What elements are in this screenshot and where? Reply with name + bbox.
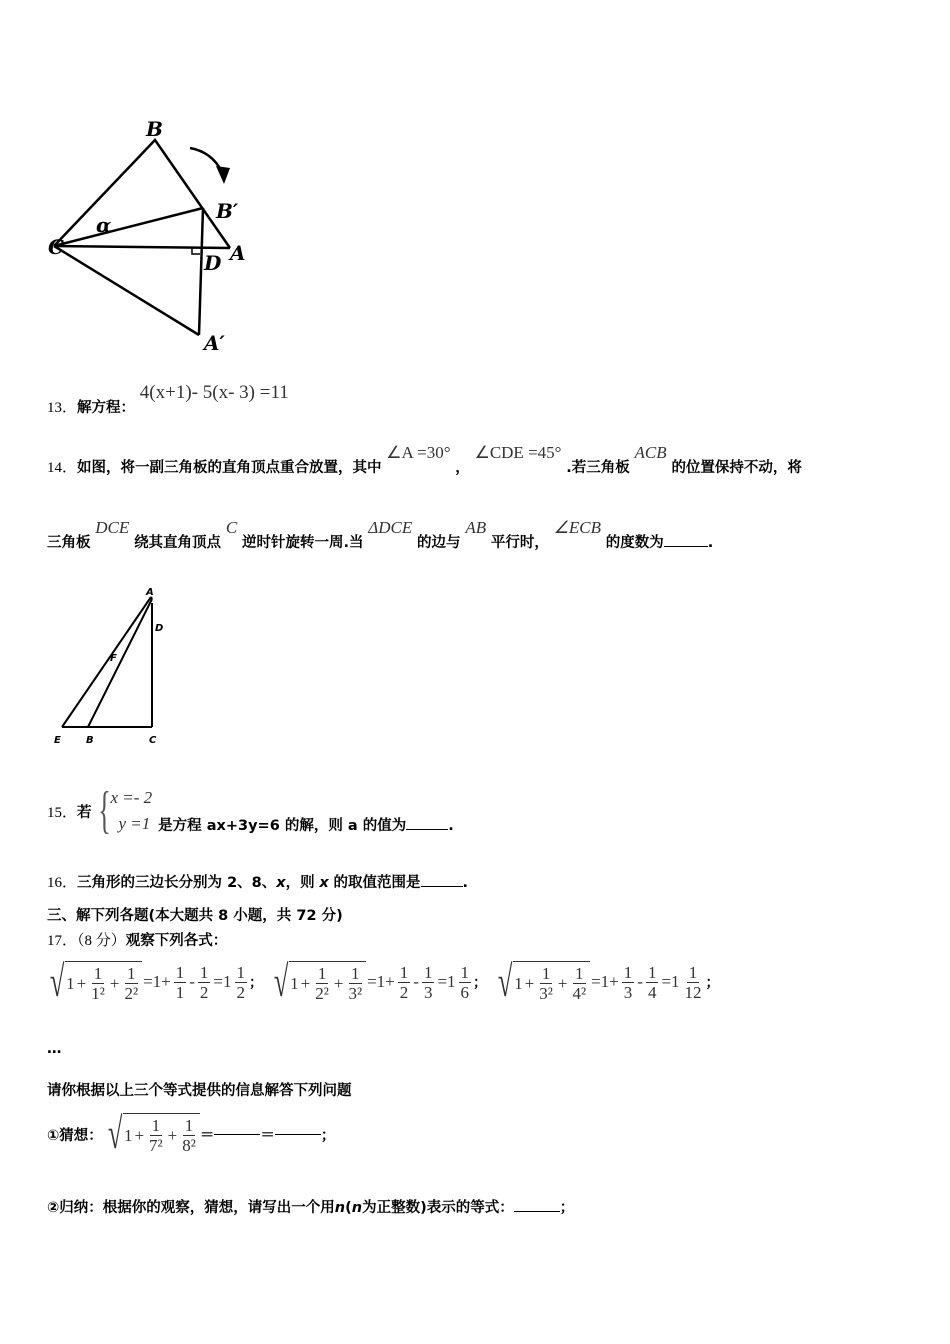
math-token: =1 [661, 972, 680, 991]
numerator: 1 [127, 964, 136, 983]
separator: ； [705, 975, 720, 991]
var-x: x [319, 875, 329, 891]
denominator: 3² [539, 984, 553, 1003]
numerator: 1 [317, 964, 327, 983]
fraction [180, 1116, 198, 1155]
text: ( [345, 1200, 352, 1216]
text: 如图，将一副三角板的直角顶点重合放置，其中 [77, 460, 382, 476]
angle-ecb: ∠ECB [553, 518, 602, 537]
text: 三角形的三边长分别为 2、8、 [77, 875, 277, 891]
radicand [289, 961, 366, 1003]
math-token: 1 [123, 1125, 133, 1145]
var-n: n [334, 1200, 346, 1216]
text: .若三角板 [566, 460, 630, 476]
denominator: 7² [149, 1136, 163, 1155]
fraction [122, 964, 140, 1003]
text: 平行时， [490, 535, 549, 551]
denominator: 3² [348, 984, 363, 1003]
question-number: 17． [47, 933, 78, 949]
math-token: 1 [290, 973, 299, 993]
radicand [65, 961, 142, 1003]
question-14-line2 [47, 518, 714, 552]
math-token: + [167, 1125, 178, 1145]
denominator: 1 [175, 982, 185, 1002]
text: 的边与 [417, 535, 461, 551]
label-A: A [146, 587, 154, 598]
fraction [459, 963, 472, 1002]
math-token: + [557, 973, 568, 993]
fraction [398, 963, 411, 1002]
formula [493, 957, 720, 1006]
radicand [513, 961, 590, 1003]
question-17-header [47, 929, 227, 950]
separator: ； [249, 975, 264, 991]
delta-dce: ΔDCE [368, 518, 413, 537]
text: 绕其直角顶点 [134, 535, 222, 551]
numerator: 1 [423, 962, 433, 982]
numerator: 1 [688, 962, 698, 982]
arrow-icon [216, 166, 230, 184]
math-token: + [134, 1125, 145, 1145]
label-C: C [48, 235, 64, 259]
question-14-line1 [47, 443, 802, 477]
fraction [147, 1116, 165, 1155]
part-1 [47, 1109, 336, 1158]
square-root [269, 957, 366, 1006]
denominator: 2 [236, 982, 246, 1002]
answer-blank[interactable] [406, 829, 448, 830]
rotation-triangle-figure [40, 110, 280, 360]
fraction [235, 963, 248, 1002]
fraction [422, 963, 435, 1002]
numerator: 1 [575, 964, 584, 983]
text: 观察下列各式： [125, 933, 228, 949]
label-B-prime: B′ [216, 199, 239, 223]
text: 的位置保持不动，将 [671, 460, 802, 476]
part-2 [47, 1196, 574, 1217]
question-16 [47, 871, 468, 892]
side-ab: AB [465, 518, 487, 537]
numerator: 1 [175, 962, 185, 982]
text: 是方程 ax+3y=6 的解，则 a 的值为 [158, 817, 407, 834]
radical-sign: √ [273, 957, 289, 1006]
square-root [493, 957, 590, 1006]
label-A-prime: A′ [204, 331, 225, 355]
vertex-c: C [225, 518, 238, 537]
triangle-boards-figure [48, 585, 173, 750]
denominator: 4² [572, 984, 587, 1003]
formula-row [45, 957, 720, 1006]
radical-sign: √ [49, 957, 65, 1006]
math-token: 1 [514, 973, 523, 993]
label-D: D [155, 623, 164, 634]
fraction [346, 964, 364, 1003]
score: （8 分） [77, 933, 126, 949]
numerator: 1 [351, 964, 360, 983]
fraction [646, 963, 659, 1002]
math-token: + [524, 973, 535, 993]
text: . [462, 875, 469, 891]
numerator: 1 [541, 964, 551, 983]
text: 三角板 [47, 535, 91, 551]
fraction [313, 964, 331, 1003]
equation: 4(x+1)- 5(x- 3) =11 [139, 382, 289, 403]
math-token: =1 [213, 972, 232, 991]
system-eq-2: y =1 [118, 814, 151, 833]
answer-blank-2[interactable] [275, 1134, 321, 1135]
question-number: 13． [47, 400, 78, 416]
ellipsis: … [47, 1041, 62, 1057]
answer-blank[interactable] [514, 1211, 560, 1212]
question-number: 16． [47, 875, 78, 891]
math-token: =1+ [591, 972, 619, 991]
answer-blank-1[interactable] [214, 1134, 260, 1135]
equals: ＝ [260, 1127, 275, 1144]
denominator: 8² [182, 1136, 196, 1155]
section-title: 三、解下列各题(本大题共 8 小题，共 72 分) [47, 908, 343, 924]
math-token: - [413, 972, 419, 991]
question-number: 14． [47, 460, 78, 476]
denominator: 2 [399, 982, 409, 1002]
math-token: - [637, 972, 643, 991]
radical-sign: √ [497, 957, 513, 1006]
question-number: 15． [47, 804, 78, 821]
denominator: 1² [91, 984, 105, 1003]
part-label: ①猜想： [47, 1127, 103, 1144]
numerator: 1 [151, 1116, 161, 1135]
fraction [622, 963, 635, 1002]
text: 若 [77, 804, 92, 821]
numerator: 1 [460, 962, 470, 982]
denominator: 4 [647, 982, 657, 1002]
numerator: 1 [93, 964, 103, 983]
text: 的度数为 [605, 535, 664, 551]
square-root [103, 1109, 200, 1158]
question-15 [47, 782, 454, 839]
numerator: 1 [647, 962, 657, 982]
brace: { [97, 782, 111, 839]
text: ； [320, 1127, 336, 1144]
fraction [89, 964, 107, 1003]
denominator: 3 [423, 982, 433, 1002]
part-label: ②归纳：根据你的观察，猜想，请写出一个用 [47, 1200, 335, 1216]
fraction [570, 964, 588, 1003]
label-D: D [204, 251, 222, 275]
math-token: + [300, 973, 311, 993]
answer-blank[interactable] [421, 886, 463, 887]
fraction [537, 964, 555, 1003]
numerator: 1 [623, 962, 633, 982]
text: . [448, 817, 454, 834]
label-C: C [149, 735, 157, 746]
numerator: 1 [236, 962, 246, 982]
numerator: 1 [184, 1116, 194, 1135]
numerator: 1 [199, 962, 209, 982]
denominator: 2 [199, 982, 209, 1002]
text: ， [455, 460, 470, 476]
math-token: =1 [437, 972, 456, 991]
math-token: 1 [66, 973, 75, 993]
triangle-acb: ACB [634, 443, 667, 462]
math-token: + [109, 973, 120, 993]
numerator: 1 [399, 962, 409, 982]
math-token: =1+ [143, 972, 171, 991]
fraction [198, 963, 211, 1002]
text: 逆时针旋转一周.当 [241, 535, 364, 551]
label-F: F [110, 653, 117, 664]
text: 为正整数)表示的等式： [362, 1200, 514, 1216]
denominator: 6 [460, 982, 470, 1002]
math-token: =1+ [367, 972, 395, 991]
separator: ； [473, 975, 488, 991]
label-B: B [146, 117, 163, 141]
fraction [174, 963, 187, 1002]
triangle-dce: DCE [95, 518, 130, 537]
system-eq-1: x =- 2 [110, 788, 153, 807]
radicand [123, 1113, 200, 1155]
denominator: 12 [684, 982, 702, 1002]
var-x: x [276, 875, 286, 891]
equals: ＝ [199, 1127, 215, 1144]
radical-sign: √ [107, 1109, 123, 1158]
math-token: + [76, 973, 87, 993]
var-n: n [351, 1200, 363, 1216]
denominator: 2² [124, 984, 139, 1003]
denominator: 3 [623, 982, 633, 1002]
label-A: A [230, 241, 246, 265]
angle-a: ∠A =30° [386, 443, 451, 462]
answer-blank[interactable] [664, 546, 708, 547]
denominator: 2² [315, 984, 329, 1003]
question-text: 解方程： [77, 400, 136, 416]
label-alpha: α [96, 213, 112, 237]
label-B: B [86, 735, 94, 746]
text: . [707, 535, 714, 551]
square-root [45, 957, 142, 1006]
question-13 [47, 382, 289, 418]
formula [45, 957, 264, 1006]
label-E: E [54, 735, 61, 746]
fraction [683, 963, 704, 1002]
text: ； [559, 1200, 575, 1216]
formula [269, 957, 488, 1006]
text: 的取值范围是 [333, 875, 421, 891]
prompt-text: 请你根据以上三个等式提供的信息解答下列问题 [47, 1083, 352, 1099]
text: ，则 [285, 875, 315, 891]
angle-cde: ∠CDE =45° [474, 443, 562, 462]
math-token: - [189, 972, 195, 991]
math-token: + [333, 973, 344, 993]
